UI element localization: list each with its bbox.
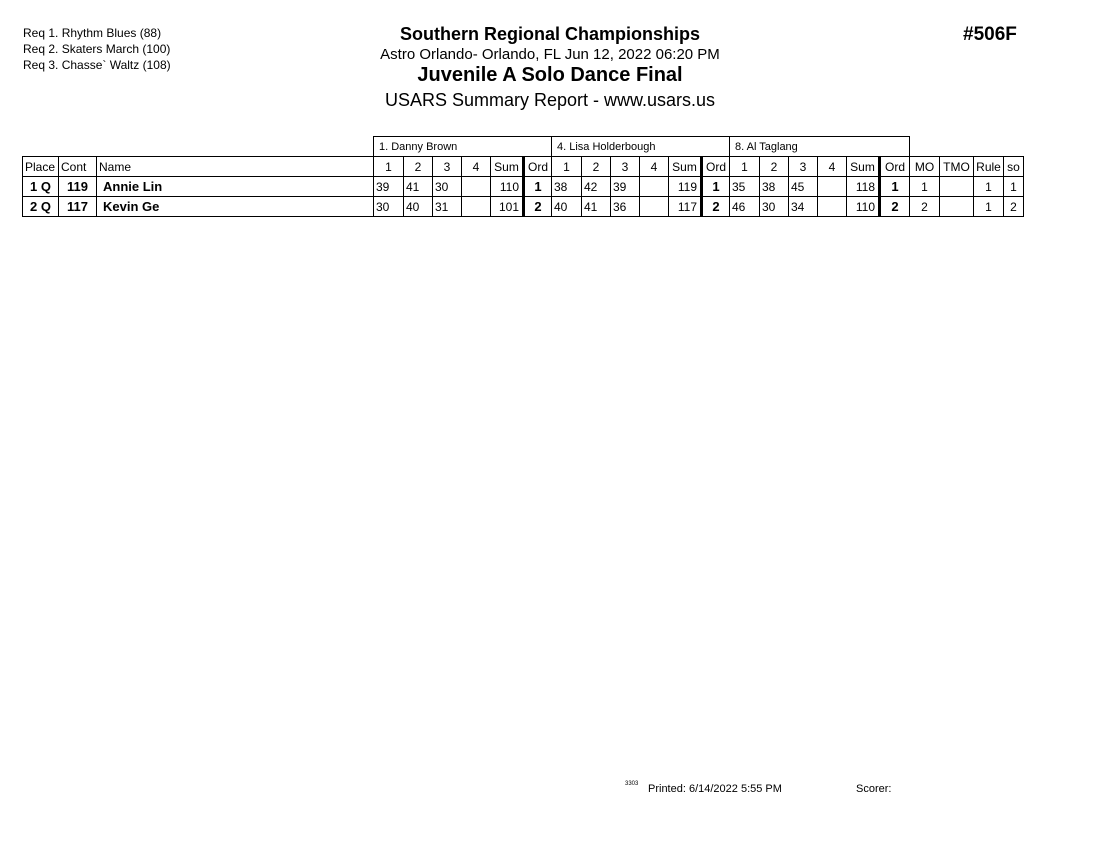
- required-dance-1: Req 1. Rhythm Blues (88): [23, 26, 162, 40]
- score-cell: 46: [730, 197, 760, 217]
- printed-timestamp: Printed: 6/14/2022 5:55 PM: [648, 783, 782, 795]
- sum-cell: 110: [491, 177, 524, 197]
- col-sum: Sum: [669, 157, 702, 177]
- required-dance-2: Req 2. Skaters March (100): [23, 42, 171, 56]
- tmo-cell: [940, 177, 974, 197]
- score-cell: 39: [611, 177, 640, 197]
- so-cell: 1: [1004, 177, 1024, 197]
- col-ord: Ord: [880, 157, 910, 177]
- ord-cell: 1: [702, 177, 730, 197]
- cont-cell: 119: [59, 177, 97, 197]
- score-cell: 31: [433, 197, 462, 217]
- sum-cell: 118: [847, 177, 880, 197]
- table-row: [23, 197, 1024, 217]
- col-score-4: 4: [462, 157, 491, 177]
- col-mo: MO: [910, 157, 940, 177]
- score-cell: 30: [760, 197, 789, 217]
- judge-name: 1. Danny Brown: [374, 137, 552, 157]
- ord-cell: 2: [880, 197, 910, 217]
- tmo-cell: [940, 197, 974, 217]
- score-cell: 41: [404, 177, 433, 197]
- col-ord: Ord: [524, 157, 552, 177]
- col-score-3: 3: [611, 157, 640, 177]
- event-name: Juvenile A Solo Dance Final: [417, 64, 683, 86]
- cont-cell: 117: [59, 197, 97, 217]
- table-row: [23, 177, 1024, 197]
- report-code: 3303: [625, 781, 639, 787]
- judge-header-row: [23, 137, 1024, 157]
- score-cell: [640, 177, 669, 197]
- skater-name: Kevin Ge: [97, 197, 374, 217]
- score-cell: [462, 177, 491, 197]
- col-score-2: 2: [404, 157, 433, 177]
- ord-cell: 1: [524, 177, 552, 197]
- judge-name: 4. Lisa Holderbough: [552, 137, 730, 157]
- judge-name: 8. Al Taglang: [730, 137, 910, 157]
- col-score-4: 4: [640, 157, 669, 177]
- col-score-1: 1: [374, 157, 404, 177]
- score-cell: 35: [730, 177, 760, 197]
- place-cell: 2 Q: [23, 197, 59, 217]
- ord-cell: 2: [524, 197, 552, 217]
- col-name: Name: [97, 157, 374, 177]
- rule-cell: 1: [974, 177, 1004, 197]
- col-ord: Ord: [702, 157, 730, 177]
- so-cell: 2: [1004, 197, 1024, 217]
- col-so: so: [1004, 157, 1024, 177]
- ord-cell: 2: [702, 197, 730, 217]
- col-score-1: 1: [730, 157, 760, 177]
- sum-cell: 117: [669, 197, 702, 217]
- col-score-4: 4: [818, 157, 847, 177]
- score-cell: 30: [374, 197, 404, 217]
- col-place: Place: [23, 157, 59, 177]
- place-cell: 1 Q: [23, 177, 59, 197]
- mo-cell: 1: [910, 177, 940, 197]
- score-cell: 41: [582, 197, 611, 217]
- competition-title: Southern Regional Championships: [399, 24, 700, 44]
- col-score-2: 2: [760, 157, 789, 177]
- results-table: [22, 136, 1024, 217]
- col-score-3: 3: [433, 157, 462, 177]
- required-dances-list: [23, 25, 171, 73]
- col-sum: Sum: [491, 157, 524, 177]
- score-cell: 40: [552, 197, 582, 217]
- score-cell: 45: [789, 177, 818, 197]
- scorer-label: Scorer:: [856, 783, 892, 795]
- col-tmo: TMO: [940, 157, 974, 177]
- score-cell: [818, 197, 847, 217]
- skater-name: Annie Lin: [97, 177, 374, 197]
- score-cell: 34: [789, 197, 818, 217]
- required-dance-3: Req 3. Chasse` Waltz (108): [23, 58, 171, 72]
- score-cell: 40: [404, 197, 433, 217]
- report-title: USARS Summary Report - www.usars.us: [384, 90, 716, 110]
- ord-cell: 1: [880, 177, 910, 197]
- column-header-row: [23, 157, 1024, 177]
- mo-cell: 2: [910, 197, 940, 217]
- col-sum: Sum: [847, 157, 880, 177]
- score-cell: [640, 197, 669, 217]
- sum-cell: 110: [847, 197, 880, 217]
- score-cell: 38: [760, 177, 789, 197]
- col-score-1: 1: [552, 157, 582, 177]
- score-cell: 39: [374, 177, 404, 197]
- col-cont: Cont: [59, 157, 97, 177]
- col-score-3: 3: [789, 157, 818, 177]
- sum-cell: 101: [491, 197, 524, 217]
- score-cell: 38: [552, 177, 582, 197]
- sum-cell: 119: [669, 177, 702, 197]
- venue-date: Astro Orlando- Orlando, FL Jun 12, 2022 06:20 PM: [380, 46, 720, 63]
- col-rule: Rule: [974, 157, 1004, 177]
- score-cell: 30: [433, 177, 462, 197]
- rule-cell: 1: [974, 197, 1004, 217]
- score-cell: 42: [582, 177, 611, 197]
- score-cell: [462, 197, 491, 217]
- col-score-2: 2: [582, 157, 611, 177]
- event-number: #506F: [963, 24, 1017, 45]
- score-cell: 36: [611, 197, 640, 217]
- score-cell: [818, 177, 847, 197]
